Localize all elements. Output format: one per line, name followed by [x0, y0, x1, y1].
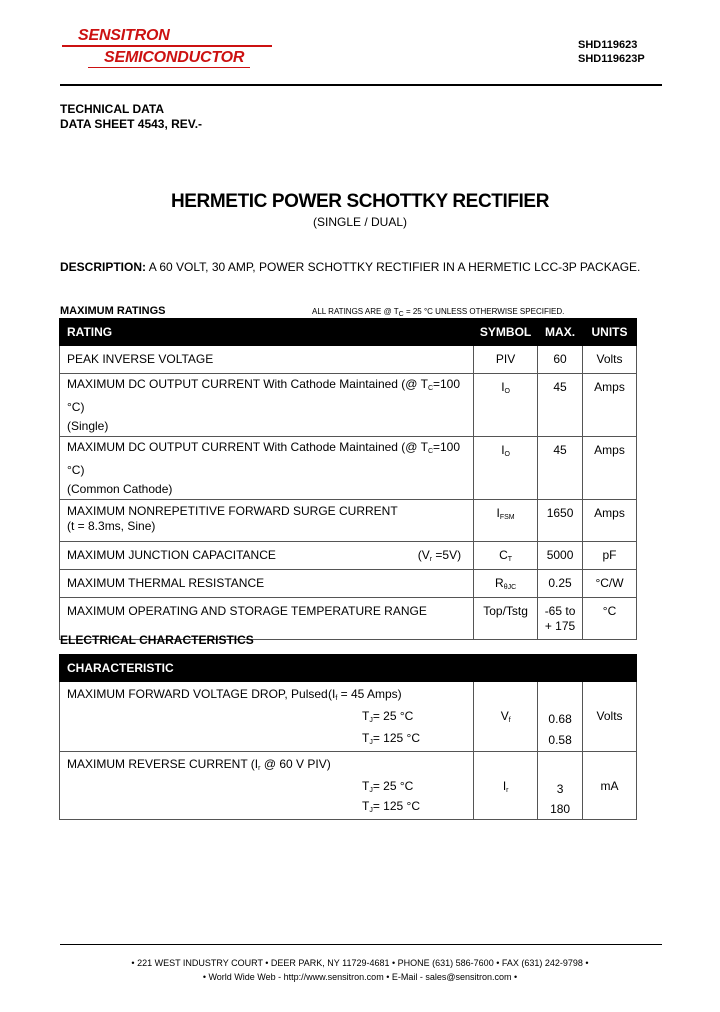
rating-name: MAXIMUM THERMAL RESISTANCE	[60, 570, 474, 598]
col-header-rating: RATING	[60, 319, 474, 346]
temp-text: T	[362, 709, 370, 723]
characteristic-name	[60, 752, 474, 820]
temp-text: T	[362, 779, 370, 793]
table-row	[60, 752, 637, 820]
rating-symbol	[474, 570, 538, 598]
rating-max: 0.25	[538, 570, 583, 598]
rating-units: °C/W	[583, 570, 637, 598]
temperature-condition-2	[362, 799, 420, 814]
col-header-units: UNITS	[583, 319, 637, 346]
electrical-title: ELECTRICAL CHARACTERISTICS	[60, 633, 254, 647]
characteristic-name	[60, 682, 474, 752]
footer-address: • 221 WEST INDUSTRY COURT • DEER PARK, NY 11729-4681 • PHONE (631) 586-7600 • FAX (631) 242-9798 •	[131, 958, 589, 968]
rating-max: 60	[538, 346, 583, 374]
characteristic-values	[538, 752, 583, 820]
rating-name	[60, 500, 474, 542]
value-25c: 3	[556, 782, 564, 796]
temp-tail: = 125 °C	[372, 799, 421, 813]
rating-sub: C	[427, 448, 433, 455]
symbol-text: I	[501, 443, 505, 457]
rating-name	[60, 437, 474, 500]
temperature-condition-1	[362, 709, 413, 724]
description	[60, 260, 640, 274]
logo-rule-lower	[88, 67, 250, 68]
rating-units: pF	[583, 542, 637, 570]
col-header-characteristic: CHARACTERISTIC	[60, 655, 474, 682]
logo-rule	[62, 45, 272, 47]
rating-symbol	[474, 374, 538, 437]
rating-max: 5000	[538, 542, 583, 570]
rating-subline: (Common Cathode)	[67, 482, 173, 496]
rating-symbol	[474, 437, 538, 500]
symbol-text: V	[500, 709, 509, 723]
rating-sub: C	[427, 385, 433, 392]
symbol-sub: FSM	[499, 514, 515, 521]
characteristic-text: MAXIMUM FORWARD VOLTAGE DROP, Pulsed	[67, 687, 328, 701]
rating-name	[60, 542, 474, 570]
ratings-note-sub: C	[398, 311, 404, 318]
condition-tail: = 45 Amps)	[337, 687, 402, 701]
max-ratings-table	[59, 318, 637, 640]
temp-sub: J	[369, 739, 373, 746]
rating-text: MAXIMUM JUNCTION CAPACITANCE	[67, 548, 276, 562]
characteristic-symbol	[474, 682, 538, 752]
condition-sub: r	[429, 556, 433, 563]
rating-text: MAXIMUM DC OUTPUT CURRENT With Cathode Maintained (@ T	[67, 377, 428, 391]
temp-tail: = 25 °C	[372, 779, 414, 793]
characteristic-units: mA	[583, 752, 637, 820]
header-cell-blank	[474, 655, 538, 682]
rating-subline: (t = 8.3ms, Sine)	[67, 519, 156, 533]
symbol-sub: O	[504, 451, 510, 458]
rating-tail: =100 °C)	[67, 377, 461, 414]
table-header-row	[60, 319, 637, 346]
ratings-note-text: ALL RATINGS ARE @ T	[312, 307, 399, 316]
header-divider	[60, 84, 662, 86]
rating-max: 45	[538, 437, 583, 500]
rating-symbol: PIV	[474, 346, 538, 374]
condition-text: (I	[328, 687, 336, 701]
page-subtitle: (SINGLE / DUAL)	[312, 215, 408, 229]
symbol-text: R	[495, 576, 504, 590]
rating-max: 1650	[538, 500, 583, 542]
table-row	[60, 500, 637, 542]
table-row	[60, 682, 637, 752]
col-header-symbol: SYMBOL	[474, 319, 538, 346]
part-number-1: SHD119623	[578, 39, 638, 51]
rating-symbol	[474, 500, 538, 542]
table-row	[60, 570, 637, 598]
temp-tail: = 25 °C	[372, 709, 414, 723]
part-number-2: SHD119623P	[578, 53, 645, 65]
characteristic-values	[538, 682, 583, 752]
characteristic-text	[67, 757, 331, 771]
ratings-note-tail: = 25 °C UNLESS OTHERWISE SPECIFIED.	[403, 307, 565, 316]
temperature-condition-2	[362, 731, 420, 746]
technical-data-label: TECHNICAL DATA	[60, 102, 164, 116]
description-text: A 60 VOLT, 30 AMP, POWER SCHOTTKY RECTIFIER IN A HERMETIC LCC-3P PACKAGE.	[146, 260, 641, 274]
name-tail: @ 60 V PIV)	[260, 757, 331, 771]
rating-condition	[418, 548, 461, 563]
table-header-row	[60, 655, 637, 682]
rating-name	[60, 374, 474, 437]
characteristic-condition	[328, 687, 402, 702]
rating-symbol	[474, 542, 538, 570]
electrical-table	[59, 654, 637, 820]
symbol-text: I	[501, 380, 505, 394]
condition-text: (V	[417, 548, 430, 562]
rating-units: Amps	[583, 374, 637, 437]
condition-sub: f	[335, 695, 338, 702]
ratings-note	[312, 307, 564, 318]
rating-text: MAXIMUM NONREPETITIVE FORWARD SURGE CURRENT	[67, 504, 398, 518]
document-info	[60, 102, 202, 132]
symbol-text: C	[499, 548, 508, 562]
rating-units: Volts	[583, 346, 637, 374]
part-numbers	[578, 38, 645, 66]
rating-max	[538, 598, 583, 640]
temp-tail: = 125 °C	[372, 731, 421, 745]
table-row	[60, 542, 637, 570]
rating-text: MAXIMUM DC OUTPUT CURRENT With Cathode Maintained (@ T	[67, 440, 428, 454]
symbol-sub: T	[507, 556, 513, 563]
table-row	[60, 437, 637, 500]
col-header-max: MAX.	[538, 319, 583, 346]
name-sub: r	[258, 765, 261, 772]
table-row	[60, 346, 637, 374]
temp-text: T	[362, 731, 370, 745]
max-line-2: + 175	[544, 619, 576, 633]
header-cell-blank	[538, 655, 583, 682]
temp-sub: J	[369, 787, 373, 794]
symbol-sub: r	[506, 787, 509, 794]
rating-name: PEAK INVERSE VOLTAGE	[60, 346, 474, 374]
company-name-line1: SENSITRON	[78, 27, 170, 44]
rating-units: Amps	[583, 500, 637, 542]
rating-units: °C	[583, 598, 637, 640]
characteristic-units: Volts	[583, 682, 637, 752]
symbol-sub: θJC	[503, 584, 517, 591]
rating-name: MAXIMUM OPERATING AND STORAGE TEMPERATURE RANGE	[60, 598, 474, 640]
rating-subline: (Single)	[67, 419, 109, 433]
rating-tail: =100 °C)	[67, 440, 461, 477]
rating-symbol: Top/Tstg	[474, 598, 538, 640]
footer-divider	[60, 944, 662, 945]
max-ratings-title: MAXIMUM RATINGS	[60, 305, 166, 317]
description-label: DESCRIPTION:	[60, 260, 147, 274]
max-line-1: -65 to	[544, 604, 576, 618]
temp-text: T	[362, 799, 370, 813]
characteristic-symbol	[474, 752, 538, 820]
symbol-text: I	[502, 779, 507, 793]
condition-tail: =5V)	[432, 548, 462, 562]
data-sheet-number: DATA SHEET 4543, REV.-	[60, 117, 203, 131]
temp-sub: J	[369, 807, 373, 814]
symbol-sub: f	[508, 717, 511, 724]
footer-contact: • World Wide Web - http://www.sensitron.com • E-Mail - sales@sensitron.com •	[202, 972, 518, 982]
temperature-condition-1	[362, 779, 413, 794]
rating-units: Amps	[583, 437, 637, 500]
company-name-line2: SEMICONDUCTOR	[104, 49, 245, 66]
header-cell-blank	[583, 655, 637, 682]
table-row	[60, 374, 637, 437]
value-125c: 0.58	[548, 733, 572, 747]
symbol-text: I	[496, 506, 500, 520]
temp-sub: J	[369, 717, 373, 724]
symbol-sub: O	[504, 388, 510, 395]
name-text: MAXIMUM REVERSE CURRENT (I	[67, 757, 259, 771]
value-25c: 0.68	[548, 712, 572, 726]
value-125c: 180	[550, 802, 571, 816]
rating-max: 45	[538, 374, 583, 437]
page-title: HERMETIC POWER SCHOTTKY RECTIFIER	[170, 191, 550, 212]
